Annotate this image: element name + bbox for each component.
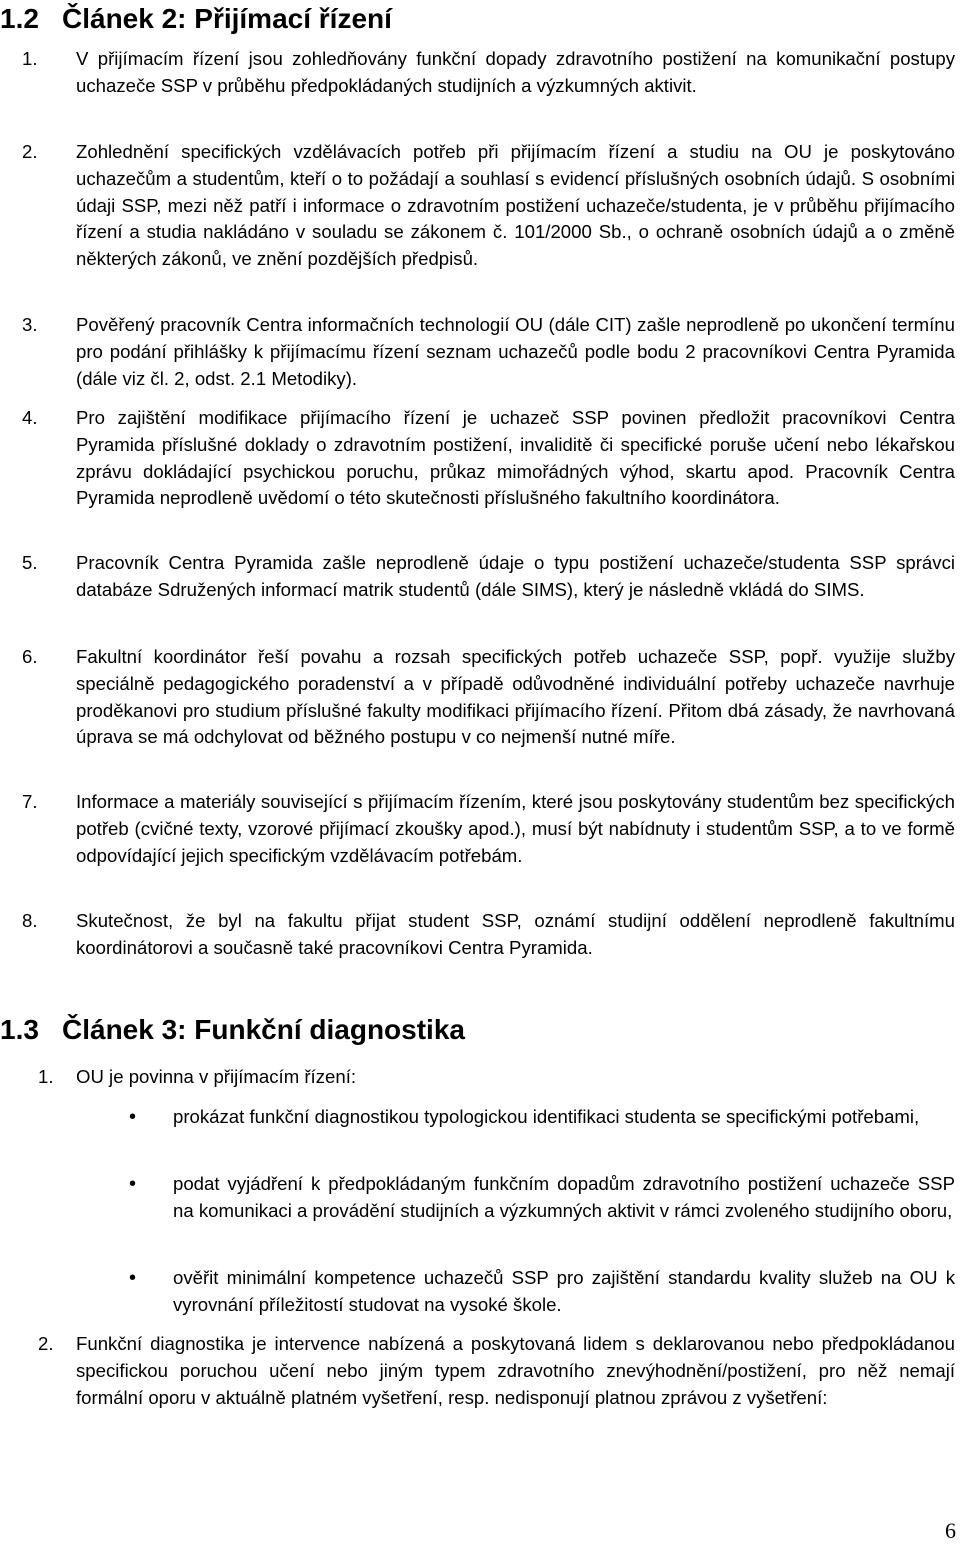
- section-heading-3: [0, 1013, 465, 1047]
- item-number: 1.: [38, 1066, 54, 1087]
- item-text: Informace a materiály související s přijímacím řízením, které jsou poskytovány studentům bez specifických potřeb (cvičné texty, vzorové přijímací zkoušky apod.), musí být nabídnuty i studentům SSP, a to ve formě odpovídající jejich specifickým vzdělávacím potřebám.: [76, 791, 955, 866]
- item-text: Funkční diagnostika je intervence nabízená a poskytovaná lidem s deklarovanou nebo předpokládanou specifickou poruchou učení nebo jiným typem zdravotního znevýhodnění/postižení, pro něž nemají formální oporu v aktuálně platném vyšetření, resp. nedisponují platnou zprávou z vyšetření:: [76, 1333, 955, 1408]
- item-number: 2.: [38, 1333, 54, 1354]
- section-title: Článek 3: Funkční diagnostika: [62, 1014, 465, 1045]
- item-number: 2.: [22, 141, 38, 162]
- item-number: 3.: [22, 314, 38, 335]
- list-item: [0, 312, 955, 392]
- section-number: 1.3: [0, 1014, 39, 1045]
- list-item: [0, 46, 955, 100]
- list-item: [0, 908, 955, 962]
- item-text: Zohlednění specifických vzdělávacích potřeb při přijímacím řízení a studiu na OU je poskytováno uchazečům a studentům, kteří o to požádají a souhlasí s evidencí příslušných osobních údajů. S osobními údaji SSP, mezi něž patří i informace o zdravotním postižení uchazeče/studenta, je v průběhu přijímacího řízení a studia nakládáno v souladu se zákonem č. 101/2000 Sb., o ochraně osobních údajů a o změně některých zákonů, ve znění pozdějších předpisů.: [76, 141, 955, 270]
- item-number: 5.: [22, 552, 38, 573]
- bullet-icon: •: [129, 1106, 137, 1128]
- bullet-icon: •: [129, 1173, 137, 1195]
- item-number: 1.: [22, 48, 38, 69]
- section-title: Článek 2: Přijímací řízení: [62, 3, 392, 34]
- item-text: OU je povinna v přijímacím řízení:: [76, 1066, 357, 1087]
- bullet-item: [0, 1104, 955, 1131]
- list-item: [0, 139, 955, 273]
- list-item: [0, 1331, 955, 1411]
- item-text: Pověřený pracovník Centra informačních technologií OU (dále CIT) zašle neprodleně po ukončení termínu pro podání přihlášky k přijímacímu řízení seznam uchazečů podle bodu 2 pracovníkovi Centra Pyramida (dále viz čl. 2, odst. 2.1 Metodiky).: [76, 314, 955, 389]
- bullet-text: podat vyjádření k předpokládaným funkčním dopadům zdravotního postižení uchazeče SSP na komunikaci a provádění studijních a výzkumných aktivit v rámci zvoleného studijního oboru,: [173, 1173, 955, 1221]
- list-item: [0, 405, 955, 512]
- bullet-icon: •: [129, 1267, 137, 1289]
- item-text: V přijímacím řízení jsou zohledňovány funkční dopady zdravotního postižení na komunikační postupy uchazeče SSP v průběhu předpokládaných studijních a výzkumných aktivit.: [76, 48, 955, 96]
- item-number: 7.: [22, 791, 38, 812]
- list-item: [0, 789, 955, 869]
- bullet-text: prokázat funkční diagnostikou typologickou identifikaci studenta se specifickými potřebami,: [173, 1106, 920, 1127]
- item-text: Fakultní koordinátor řeší povahu a rozsah specifických potřeb uchazeče SSP, popř. využije služby speciálně pedagogického poradenství a v případě odůvodněné individuální potřeby uchazeče navrhuje proděkanovi pro studium příslušné fakulty modifikaci přijímacího řízení. Přitom dbá zásady, že navrhovaná úprava se má odchylovat od běžného postupu v co nejmenší nutné míře.: [76, 646, 955, 748]
- page-number: 6: [945, 1518, 956, 1543]
- section-number: 1.2: [0, 3, 39, 34]
- section-heading-2: [0, 2, 392, 36]
- item-text: Skutečnost, že byl na fakultu přijat student SSP, oznámí studijní oddělení neprodleně fakultnímu koordinátorovi a současně také pracovníkovi Centra Pyramida.: [76, 910, 955, 958]
- list-item: [0, 1064, 955, 1091]
- item-number: 6.: [22, 646, 38, 667]
- item-text: Pro zajištění modifikace přijímacího řízení je uchazeč SSP povinen předložit pracovníkovi Centra Pyramida příslušné doklady o zdravotním postižení, invaliditě či specifické poruše učení nebo lékařskou zprávu dokládající psychickou poruchu, průkaz mimořádných výhod, skartu apod. Pracovník Centra Pyramida neprodleně uvědomí o této skutečnosti příslušného fakultního koordinátora.: [76, 407, 955, 509]
- list-item: [0, 550, 955, 604]
- bullet-item: [0, 1171, 955, 1225]
- item-text: Pracovník Centra Pyramida zašle neprodleně údaje o typu postižení uchazeče/studenta SSP správci databáze Sdružených informací matrik studentů (dále SIMS), který je následně vkládá do SIMS.: [76, 552, 955, 600]
- item-number: 4.: [22, 407, 38, 428]
- bullet-text: ověřit minimální kompetence uchazečů SSP pro zajištění standardu kvality služeb na OU k vyrovnání příležitostí studovat na vysoké škole.: [173, 1267, 955, 1315]
- list-item: [0, 644, 955, 751]
- bullet-item: [0, 1265, 955, 1319]
- item-number: 8.: [22, 910, 38, 931]
